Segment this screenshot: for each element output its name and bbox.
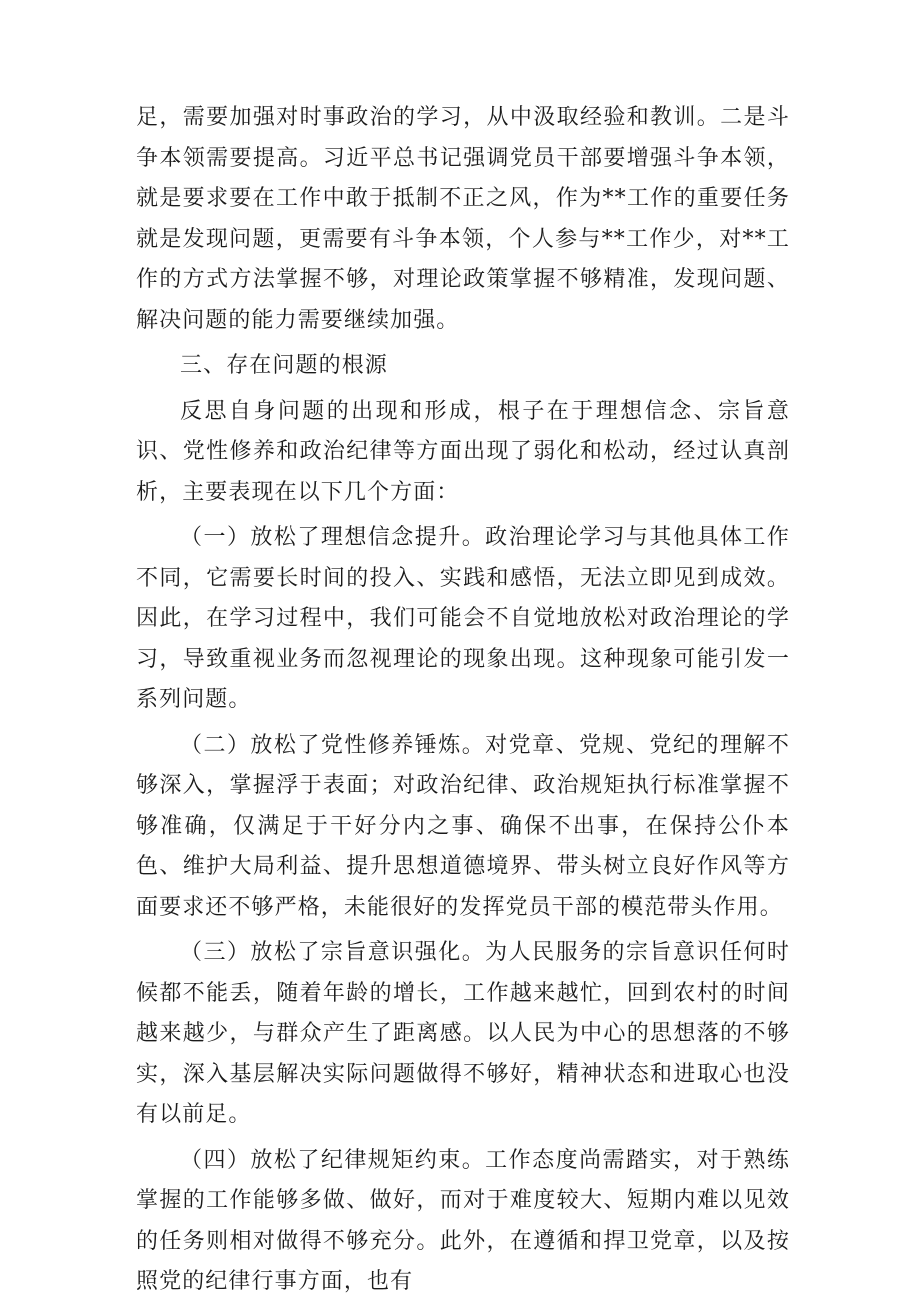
paragraph-item-3: （三）放松了宗旨意识强化。为人民服务的宗旨意识任何时候都不能丢，随着年龄的增长，工作越来越忙，回到农村的时间越来越少，与群众产生了距离感。以人民为中心的思想落的不够实，深入基层解决实际问题做得不够好，精神状态和进取心也没有以前足。 — [136, 940, 790, 1127]
paragraph-item-4: （四）放松了纪律规矩约束。工作态度尚需踏实，对于熟练掌握的工作能够多做、做好，而对于难度较大、短期内难以见效的任务则相对做得不够充分。此外，在遵循和捍卫党章，以及按照党的纪律行事方面，也有 — [136, 1147, 790, 1294]
section-heading: 三、存在问题的根源 — [180, 353, 388, 378]
paragraph-item-1: （一）放松了理想信念提升。政治理论学习与其他具体工作不同，它需要长时间的投入、实践和感悟，无法立即见到成效。因此，在学习过程中，我们可能会不自觉地放松对政治理论的学习，导致重视业务而忽视理论的现象出现。这种现象可能引发一系列问题。 — [136, 525, 790, 712]
document-body — [136, 98, 790, 1308]
paragraph-item-2: （二）放松了党性修养锤炼。对党章、党规、党纪的理解不够深入，掌握浮于表面；对政治纪律、政治规矩执行标准掌握不够准确，仅满足于干好分内之事、确保不出事，在保持公仆本色、维护大局利益、提升思想道德境界、带头树立良好作风等方面要求还不够严格，未能很好的发挥党员干部的模范带头作用。 — [136, 732, 790, 920]
paragraph-continuation: 足，需要加强对时事政治的学习，从中汲取经验和教训。二是斗争本领需要提高。习近平总书记强调党员干部要增强斗争本领，就是要求要在工作中敢于抵制不正之风，作为**工作的重要任务就是发现问题，更需要有斗争本领，个人参与**工作少，对**工作的方式方法掌握不够，对理论政策掌握不够精准，发现问题、解决问题的能力需要继续加强。 — [136, 105, 790, 333]
paragraph-intro: 反思自身问题的出现和形成，根子在于理想信念、宗旨意识、党性修养和政治纪律等方面出现了弱化和松动，经过认真剖析，主要表现在以下几个方面： — [136, 398, 790, 505]
